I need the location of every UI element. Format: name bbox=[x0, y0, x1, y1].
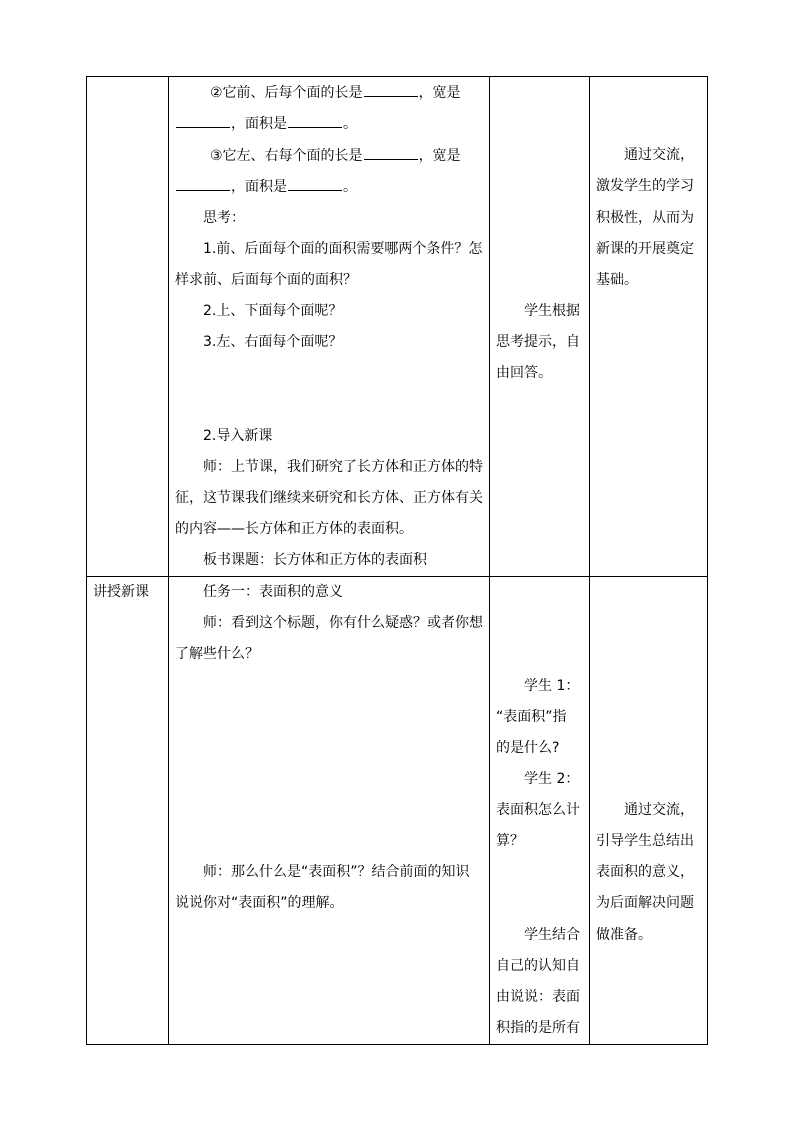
question-2-line1: ②它前、后每个面的长是 ，宽是 bbox=[210, 82, 461, 103]
student-activity-line: 表面积怎么计 bbox=[496, 802, 580, 818]
table-bottom-border bbox=[86, 1044, 708, 1045]
design-intent-line: 积极性，从而为 bbox=[596, 210, 694, 226]
col-divider-1 bbox=[168, 76, 169, 1045]
student-activity-line: 思考提示，自 bbox=[496, 334, 580, 350]
answer-blank[interactable] bbox=[288, 176, 342, 191]
think-item-1a: 1.前、后面每个面的面积需要哪两个条件？怎 bbox=[203, 241, 483, 257]
student-activity-line: 学生根据 bbox=[524, 303, 580, 319]
answer-blank[interactable] bbox=[364, 145, 418, 160]
student-activity-line: 学生结合 bbox=[524, 927, 580, 943]
teacher-question-1b: 了解些什么？ bbox=[175, 646, 259, 662]
design-intent-line: 表面积的意义， bbox=[596, 864, 694, 880]
task-heading: 任务一：表面积的意义 bbox=[203, 584, 343, 600]
student-activity-line: 由回答。 bbox=[496, 365, 552, 381]
design-intent-line: 通过交流， bbox=[624, 147, 694, 163]
student-activity-line: 学生 2： bbox=[524, 771, 580, 787]
intro-heading: 2.导入新课 bbox=[203, 428, 273, 444]
design-intent-line: 为后面解决问题 bbox=[596, 895, 694, 911]
table-right-border bbox=[707, 76, 708, 1045]
question-2-line2: ，面积是 。 bbox=[175, 113, 357, 134]
design-intent-line: 新课的开展奠定 bbox=[596, 241, 694, 257]
col-divider-3 bbox=[589, 76, 590, 1045]
row-divider bbox=[86, 576, 708, 577]
teacher-question-2a: 师：那么什么是“表面积”？结合前面的知识 bbox=[203, 864, 470, 880]
student-activity-line: 自己的认知自 bbox=[496, 958, 580, 974]
intro-text-3: 的内容——长方体和正方体的表面积。 bbox=[175, 521, 413, 537]
student-activity-line: “表面积”指 bbox=[496, 709, 567, 725]
answer-blank[interactable] bbox=[176, 176, 230, 191]
table-left-border bbox=[86, 76, 87, 1045]
think-item-3: 3.左、右面每个面呢？ bbox=[203, 334, 343, 350]
think-item-2: 2.上、下面每个面呢？ bbox=[203, 303, 343, 319]
think-heading: 思考： bbox=[203, 210, 245, 226]
question-3-line2: ，面积是 。 bbox=[175, 176, 357, 197]
col-divider-2 bbox=[489, 76, 490, 1045]
answer-blank[interactable] bbox=[176, 113, 230, 128]
design-intent-line: 做准备。 bbox=[596, 927, 652, 943]
stage-label: 讲授新课 bbox=[93, 584, 149, 600]
student-activity-line: 算？ bbox=[496, 833, 524, 849]
intro-text-1: 师：上节课，我们研究了长方体和正方体的特 bbox=[203, 459, 483, 475]
student-activity-line: 积指的是所有 bbox=[496, 1020, 580, 1036]
design-intent-line: 通过交流， bbox=[624, 802, 694, 818]
student-activity-line: 学生 1： bbox=[524, 678, 580, 694]
answer-blank[interactable] bbox=[288, 113, 342, 128]
intro-text-2: 征，这节课我们继续来研究和长方体、正方体有关 bbox=[175, 490, 483, 506]
design-intent-line: 基础。 bbox=[596, 272, 638, 288]
student-activity-line: 由说说：表面 bbox=[496, 989, 580, 1005]
answer-blank[interactable] bbox=[364, 82, 418, 97]
think-item-1b: 样求前、后面每个面的面积？ bbox=[175, 272, 357, 288]
teacher-question-2b: 说说你对“表面积”的理解。 bbox=[175, 895, 344, 911]
student-activity-line: 的是什么? bbox=[496, 740, 560, 756]
design-intent-line: 引导学生总结出 bbox=[596, 833, 694, 849]
question-3-line1: ③它左、右每个面的长是 ，宽是 bbox=[210, 145, 461, 166]
design-intent-line: 激发学生的学习 bbox=[596, 178, 694, 194]
board-title: 板书课题：长方体和正方体的表面积 bbox=[203, 552, 427, 568]
table-top-border bbox=[86, 76, 708, 77]
teacher-question-1a: 师：看到这个标题，你有什么疑惑？或者你想 bbox=[203, 615, 483, 631]
